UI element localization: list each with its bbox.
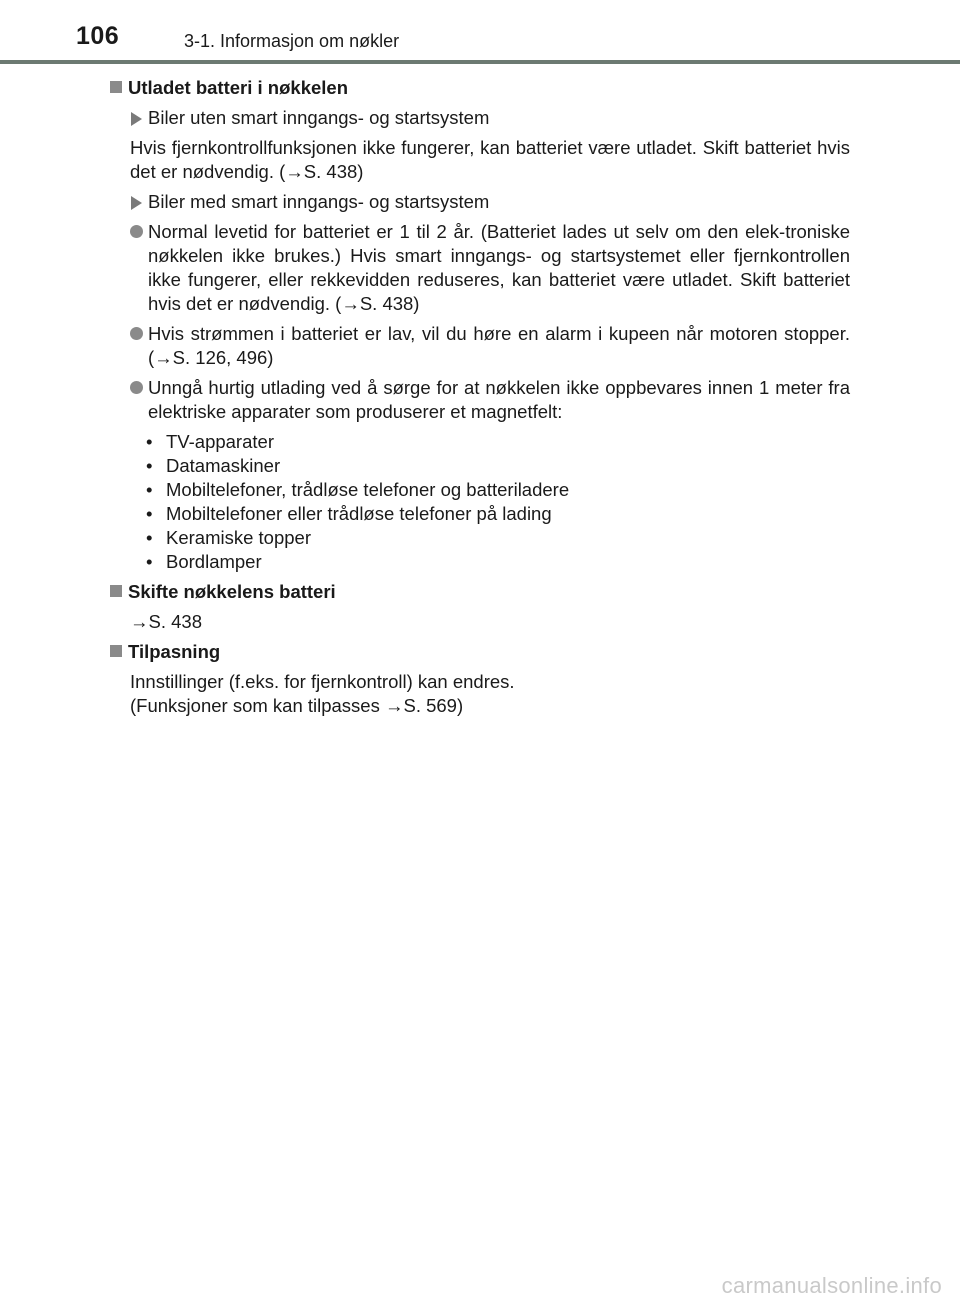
list-marker: • [146, 527, 153, 548]
list-item: • Mobiltelefoner eller trådløse telefoner på lading [146, 503, 552, 524]
list-item: • Keramiske topper [146, 527, 311, 548]
list-marker: • [146, 455, 153, 476]
list-marker: • [146, 479, 153, 500]
list-item: • Datamaskiner [146, 455, 281, 476]
list-marker: • [146, 503, 153, 524]
page-reference: →S. 438 [130, 611, 202, 632]
bullet-low-battery-alarm [110, 322, 850, 370]
subheading-with-smart-entry [110, 190, 850, 214]
bullet-text: Normal levetid for batteriet er 1 til 2 år. (Batteriet lades ut selv om den elek-troniske nøkkelen ikke brukes.) Hvis smart inngangs- og startsystemet eller fjernkontrollen ikke fungerer, eller rekkevidden reduseres, kan batteriet være utladet. Skift batteriet hvis det er nødvendig. (→S. 438) [148, 221, 850, 314]
page-number: 106 [76, 22, 120, 50]
list-marker: • [146, 431, 153, 452]
subheading-text: Biler med smart inngangs- og startsystem [148, 191, 490, 212]
chapter-title: 3-1. Informasjon om nøkler [184, 31, 400, 51]
square-bullet-icon [110, 585, 122, 597]
customization-line-2: (Funksjoner som kan tilpasses →S. 569) [130, 695, 464, 716]
list-item: • TV-apparater [146, 431, 274, 452]
section-heading-text: Utladet batteri i nøkkelen [128, 77, 348, 98]
section-heading-text: Skifte nøkkelens batteri [128, 581, 336, 602]
subheading-without-smart-entry [110, 106, 850, 130]
triangle-marker-icon [131, 112, 142, 126]
paragraph-remote-battery: Hvis fjernkontrollfunksjonen ikke fungerer, kan batteriet være utladet. Skift batteriet hvis det er nødvendig. (→S. 438) [130, 137, 850, 182]
round-bullet-icon [130, 327, 143, 340]
page-header [0, 0, 960, 64]
bullet-avoid-discharge [110, 376, 850, 424]
section-heading-text: Tilpasning [128, 641, 221, 662]
round-bullet-icon [130, 381, 143, 394]
bullet-text: Unngå hurtig utlading ved å sørge for at nøkkelen ikke oppbevares innen 1 meter fra elektriske apparater som produserer et magnetfelt: [148, 377, 850, 422]
appliance-list [110, 430, 850, 574]
list-item: • Bordlamper [146, 551, 262, 572]
customization-line-1: Innstillinger (f.eks. for fjernkontroll) kan endres. [130, 671, 515, 692]
section-heading-customization [110, 640, 850, 664]
square-bullet-icon [110, 645, 122, 657]
square-bullet-icon [110, 81, 122, 93]
round-bullet-icon [130, 225, 143, 238]
section-heading-replace-battery [110, 580, 850, 604]
triangle-marker-icon [131, 196, 142, 210]
subheading-text: Biler uten smart inngangs- og startsystem [148, 107, 490, 128]
bullet-text: Hvis strømmen i batteriet er lav, vil du høre en alarm i kupeen når motoren stopper. (→S. 126, 496) [148, 323, 850, 368]
header-rule [0, 60, 960, 64]
bullet-battery-life [110, 220, 850, 316]
watermark: carmanualsonline.info [721, 1273, 942, 1298]
list-marker: • [146, 551, 153, 572]
list-item: • Mobiltelefoner, trådløse telefoner og batteriladere [146, 479, 570, 500]
page-content [110, 76, 850, 724]
section-heading-battery [110, 76, 850, 100]
